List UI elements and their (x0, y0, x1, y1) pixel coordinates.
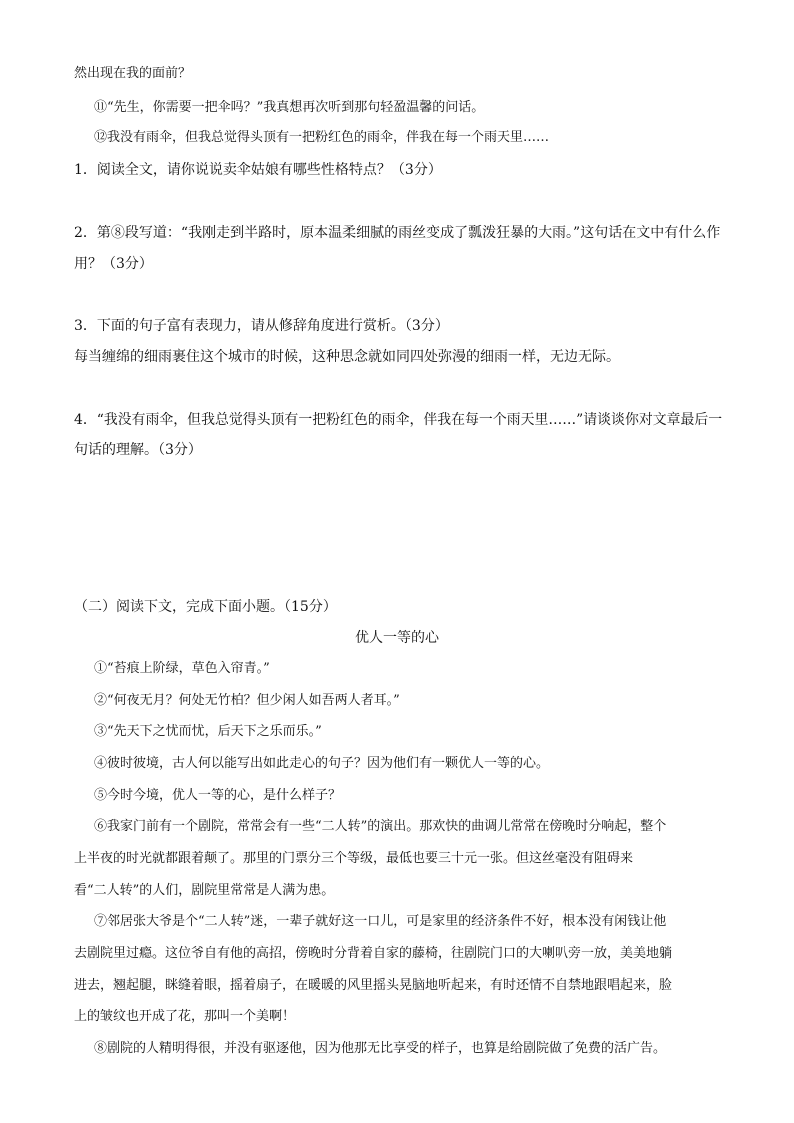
question-4-line-1: 4．“我没有雨伞，但我总觉得头顶有一把粉红色的雨伞，伴我在每一个雨天里……”请谈谈你对文章最后一 (74, 412, 723, 428)
article-paragraph-5: ⑤今时今境，优人一等的心，是什么样子？ (94, 788, 342, 803)
paragraph-12: ⑫我没有雨伞，但我总觉得头顶有一把粉红色的雨伞，伴我在每一个雨天里…… (94, 130, 550, 145)
question-2-line-1: 2．第⑧段写道：“我刚走到半路时，原本温柔细腻的雨丝变成了瓢泼狂暴的大雨。”这句话在文中有什么作 (74, 225, 721, 241)
paragraph-11: ⑪“先生，你需要一把伞吗？”我真想再次听到那句轻盈温馨的问话。 (94, 100, 485, 115)
article-paragraph-7-line-4: 上的皱纹也开成了花，那叫一个美啊！ (74, 1009, 296, 1024)
article-paragraph-6-line-1: ⑥我家门前有一个剧院，常常会有一些“二人转”的演出。那欢快的曲调儿常常在傍晚时分响起，整个 (94, 819, 667, 834)
article-paragraph-7-line-1: ⑦邻居张大爷是个“二人转”迷，一辈子就好这一口儿，可是家里的经济条件不好，根本没有闲钱让他 (94, 914, 667, 929)
article-paragraph-2: ②“何夜无月？何处无竹柏？但少闲人如吾两人者耳。” (94, 693, 400, 708)
question-3-line-1: 3．下面的句子富有表现力，请从修辞角度进行赏析。（3分） (74, 318, 449, 334)
article-paragraph-4: ④彼时彼境，古人何以能写出如此走心的句子？因为他们有一颗优人一等的心。 (94, 756, 550, 771)
question-3-sentence: 每当缠绵的细雨裹住这个城市的时候，这种思念就如同四处弥漫的细雨一样，无边无际。 (74, 349, 620, 365)
question-1: 1．阅读全文，请你说说卖伞姑娘有哪些性格特点？（3分） (74, 162, 442, 178)
article-paragraph-8: ⑧剧院的人精明得很，并没有驱逐他，因为他那无比享受的样子，也算是给剧院做了免费的活广告。 (94, 1041, 667, 1056)
article-paragraph-6-line-3: 看“二人转”的人们，剧院里常常是人满为患。 (74, 883, 335, 898)
article-title: 优人一等的心 (355, 630, 439, 646)
section-2-heading: （二）阅读下文，完成下面小题。（15分） (74, 599, 337, 615)
article-paragraph-3: ③“先天下之忧而忧，后天下之乐而乐。” (94, 724, 322, 739)
passage-continuation: 然出现在我的面前？ (74, 66, 192, 81)
article-paragraph-7-line-2: 去剧院里过瘾。这位爷自有他的高招，傍晚时分背着自家的藤椅，往剧院门口的大喇叭旁一放，美美地躺 (74, 946, 673, 961)
question-4-line-2: 句话的理解。（3分） (74, 442, 202, 458)
article-paragraph-7-line-3: 进去，翘起腿，眯缝着眼，摇着扇子，在暖暖的风里摇头晃脑地听起来，有时还情不自禁地跟唱起来，脸 (74, 978, 673, 993)
article-paragraph-1: ①“苔痕上阶绿，草色入帘青。” (94, 661, 270, 676)
article-paragraph-6-line-2: 上半夜的时光就都跟着颠了。那里的门票分三个等级，最低也要三十元一张。但这丝毫没有阻碍来 (74, 851, 634, 866)
question-2-line-2: 用？（3分） (74, 256, 153, 272)
